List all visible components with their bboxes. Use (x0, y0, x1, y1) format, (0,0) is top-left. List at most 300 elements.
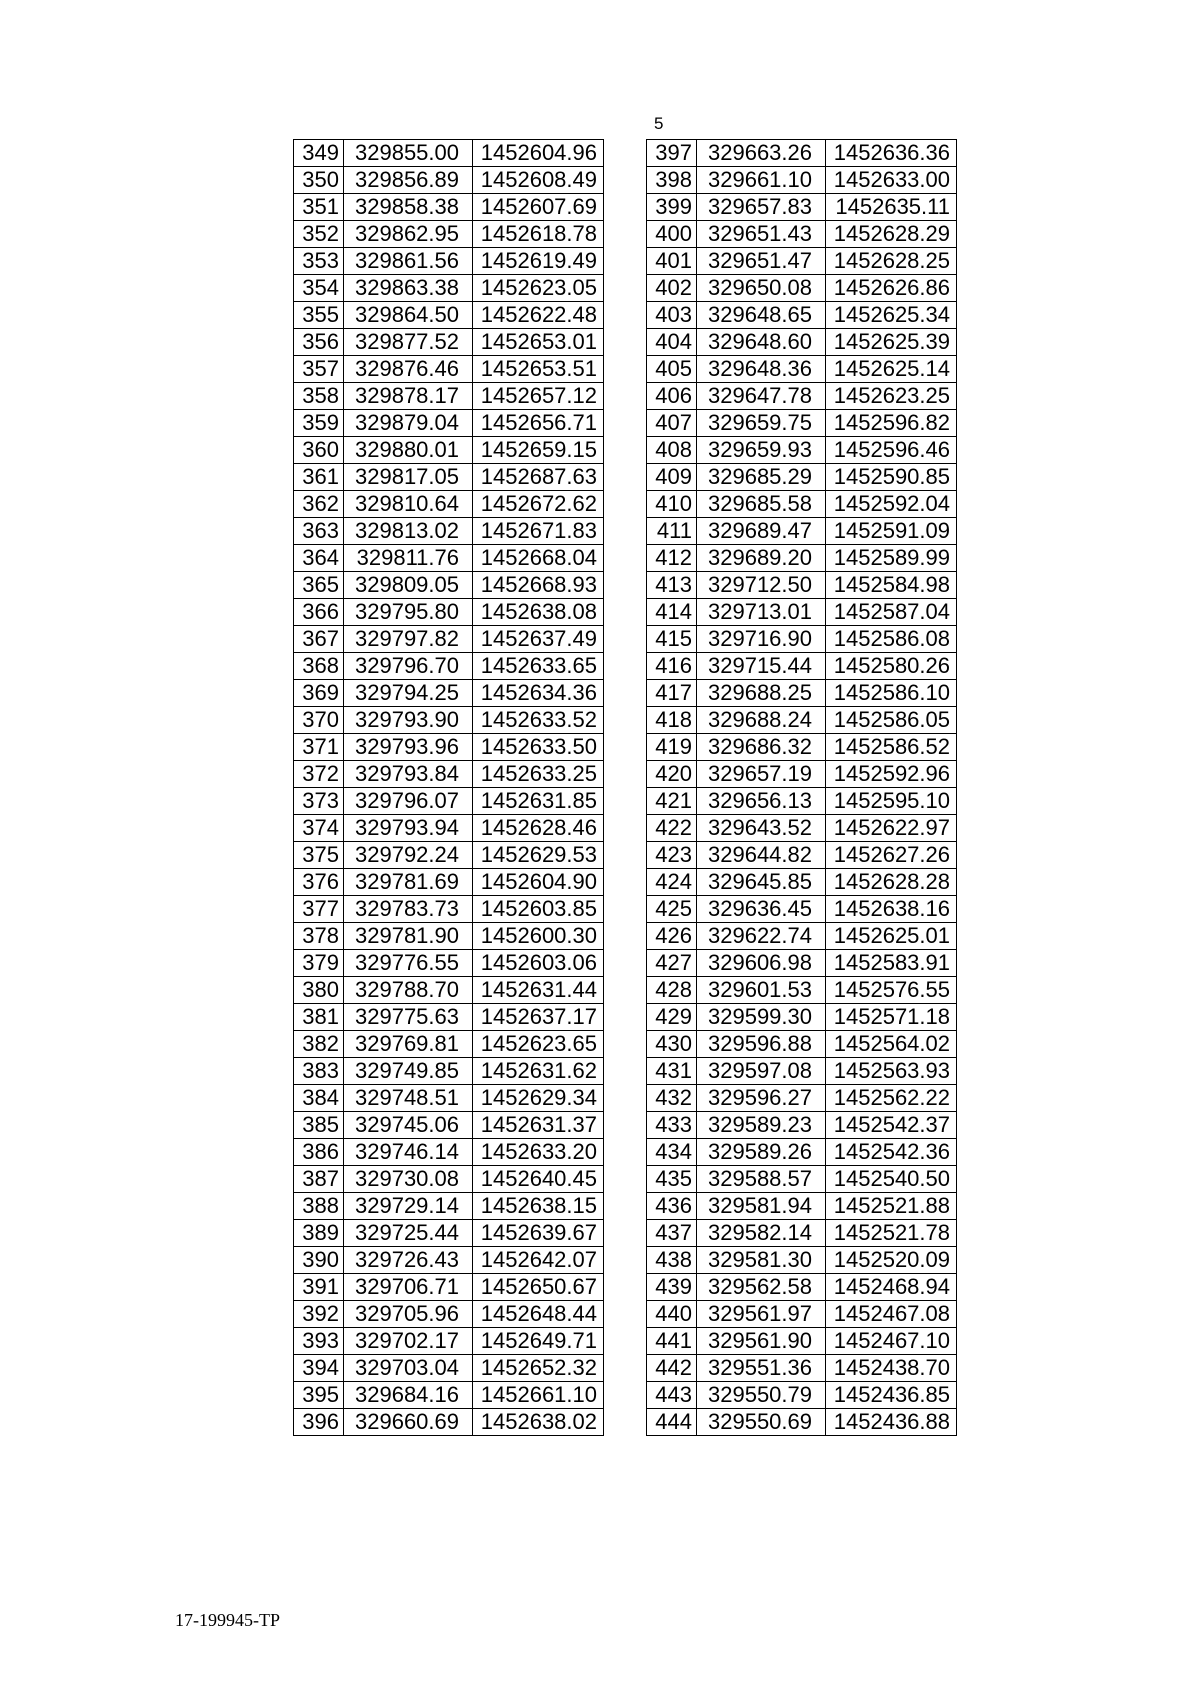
x-coordinate-cell: 329817.05 (344, 464, 473, 491)
x-coordinate-cell: 329636.45 (697, 896, 826, 923)
x-coordinate-cell: 329776.55 (344, 950, 473, 977)
point-id-cell: 380 (294, 977, 344, 1004)
y-coordinate-cell: 1452648.44 (473, 1301, 604, 1328)
table-row (294, 1274, 604, 1301)
table-row (294, 707, 604, 734)
x-coordinate-cell: 329648.60 (697, 329, 826, 356)
table-row (294, 1085, 604, 1112)
x-coordinate-cell: 329715.44 (697, 653, 826, 680)
table-row (647, 950, 957, 977)
point-id-cell: 429 (647, 1004, 697, 1031)
x-coordinate-cell: 329659.75 (697, 410, 826, 437)
table-row (294, 869, 604, 896)
x-coordinate-cell: 329793.94 (344, 815, 473, 842)
table-row (647, 1004, 957, 1031)
x-coordinate-cell: 329749.85 (344, 1058, 473, 1085)
x-coordinate-cell: 329606.98 (697, 950, 826, 977)
x-coordinate-cell: 329863.38 (344, 275, 473, 302)
x-coordinate-cell: 329769.81 (344, 1031, 473, 1058)
x-coordinate-cell: 329659.93 (697, 437, 826, 464)
table-row (294, 491, 604, 518)
table-row (647, 1139, 957, 1166)
x-coordinate-cell: 329561.90 (697, 1328, 826, 1355)
x-coordinate-cell: 329589.26 (697, 1139, 826, 1166)
x-coordinate-cell: 329856.89 (344, 167, 473, 194)
table-row (294, 464, 604, 491)
point-id-cell: 416 (647, 653, 697, 680)
y-coordinate-cell: 1452628.46 (473, 815, 604, 842)
x-coordinate-cell: 329684.16 (344, 1382, 473, 1409)
table-row (647, 491, 957, 518)
x-coordinate-cell: 329876.46 (344, 356, 473, 383)
point-id-cell: 436 (647, 1193, 697, 1220)
y-coordinate-cell: 1452631.37 (473, 1112, 604, 1139)
point-id-cell: 427 (647, 950, 697, 977)
table-row (647, 221, 957, 248)
table-row (647, 275, 957, 302)
table-row (294, 356, 604, 383)
y-coordinate-cell: 1452625.39 (826, 329, 957, 356)
table-row (294, 248, 604, 275)
x-coordinate-cell: 329561.97 (697, 1301, 826, 1328)
table-row (294, 761, 604, 788)
x-coordinate-cell: 329796.07 (344, 788, 473, 815)
x-coordinate-cell: 329582.14 (697, 1220, 826, 1247)
x-coordinate-cell: 329657.19 (697, 761, 826, 788)
point-id-cell: 364 (294, 545, 344, 572)
point-id-cell: 351 (294, 194, 344, 221)
point-id-cell: 360 (294, 437, 344, 464)
x-coordinate-cell: 329796.70 (344, 653, 473, 680)
x-coordinate-cell: 329775.63 (344, 1004, 473, 1031)
point-id-cell: 375 (294, 842, 344, 869)
x-coordinate-cell: 329688.25 (697, 680, 826, 707)
table-row (647, 707, 957, 734)
y-coordinate-cell: 1452589.99 (826, 545, 957, 572)
point-id-cell: 398 (647, 167, 697, 194)
table-row (647, 1112, 957, 1139)
x-coordinate-cell: 329810.64 (344, 491, 473, 518)
table-row (294, 1247, 604, 1274)
point-id-cell: 390 (294, 1247, 344, 1274)
table-row (294, 410, 604, 437)
y-coordinate-cell: 1452542.36 (826, 1139, 957, 1166)
y-coordinate-cell: 1452591.09 (826, 518, 957, 545)
table-row (647, 329, 957, 356)
table-row (647, 1355, 957, 1382)
y-coordinate-cell: 1452629.34 (473, 1085, 604, 1112)
table-row (647, 896, 957, 923)
table-row (647, 1247, 957, 1274)
x-coordinate-cell: 329645.85 (697, 869, 826, 896)
table-row (647, 464, 957, 491)
point-id-cell: 394 (294, 1355, 344, 1382)
point-id-cell: 402 (647, 275, 697, 302)
y-coordinate-cell: 1452580.26 (826, 653, 957, 680)
x-coordinate-cell: 329689.20 (697, 545, 826, 572)
y-coordinate-cell: 1452633.52 (473, 707, 604, 734)
y-coordinate-cell: 1452583.91 (826, 950, 957, 977)
x-coordinate-cell: 329643.52 (697, 815, 826, 842)
x-coordinate-cell: 329864.50 (344, 302, 473, 329)
point-id-cell: 425 (647, 896, 697, 923)
point-id-cell: 350 (294, 167, 344, 194)
coordinates-table-left (293, 139, 604, 1436)
table-row (294, 221, 604, 248)
point-id-cell: 395 (294, 1382, 344, 1409)
table-row (647, 1220, 957, 1247)
y-coordinate-cell: 1452607.69 (473, 194, 604, 221)
x-coordinate-cell: 329862.95 (344, 221, 473, 248)
table-row (647, 437, 957, 464)
y-coordinate-cell: 1452638.15 (473, 1193, 604, 1220)
y-coordinate-cell: 1452600.30 (473, 923, 604, 950)
y-coordinate-cell: 1452631.44 (473, 977, 604, 1004)
table-row (647, 140, 957, 167)
y-coordinate-cell: 1452603.85 (473, 896, 604, 923)
point-id-cell: 358 (294, 383, 344, 410)
x-coordinate-cell: 329878.17 (344, 383, 473, 410)
table-row (294, 1193, 604, 1220)
point-id-cell: 374 (294, 815, 344, 842)
table-row (647, 572, 957, 599)
x-coordinate-cell: 329877.52 (344, 329, 473, 356)
point-id-cell: 423 (647, 842, 697, 869)
point-id-cell: 378 (294, 923, 344, 950)
y-coordinate-cell: 1452653.51 (473, 356, 604, 383)
point-id-cell: 421 (647, 788, 697, 815)
x-coordinate-cell: 329706.71 (344, 1274, 473, 1301)
point-id-cell: 383 (294, 1058, 344, 1085)
table-row (294, 1355, 604, 1382)
y-coordinate-cell: 1452638.02 (473, 1409, 604, 1436)
point-id-cell: 363 (294, 518, 344, 545)
table-row (647, 383, 957, 410)
y-coordinate-cell: 1452636.36 (826, 140, 957, 167)
table-row (294, 1004, 604, 1031)
y-coordinate-cell: 1452586.10 (826, 680, 957, 707)
point-id-cell: 393 (294, 1328, 344, 1355)
table-row (294, 1382, 604, 1409)
x-coordinate-cell: 329793.96 (344, 734, 473, 761)
point-id-cell: 419 (647, 734, 697, 761)
table-row (647, 194, 957, 221)
y-coordinate-cell: 1452626.86 (826, 275, 957, 302)
table-row (647, 1301, 957, 1328)
point-id-cell: 387 (294, 1166, 344, 1193)
point-id-cell: 354 (294, 275, 344, 302)
y-coordinate-cell: 1452652.32 (473, 1355, 604, 1382)
x-coordinate-cell: 329589.23 (697, 1112, 826, 1139)
x-coordinate-cell: 329795.80 (344, 599, 473, 626)
table-row (294, 1220, 604, 1247)
table-body (294, 140, 604, 1436)
y-coordinate-cell: 1452628.28 (826, 869, 957, 896)
x-coordinate-cell: 329716.90 (697, 626, 826, 653)
point-id-cell: 366 (294, 599, 344, 626)
table-row (647, 1409, 957, 1436)
table-row (294, 1166, 604, 1193)
y-coordinate-cell: 1452657.12 (473, 383, 604, 410)
x-coordinate-cell: 329730.08 (344, 1166, 473, 1193)
y-coordinate-cell: 1452436.85 (826, 1382, 957, 1409)
point-id-cell: 442 (647, 1355, 697, 1382)
table-row (294, 734, 604, 761)
point-id-cell: 431 (647, 1058, 697, 1085)
table-row (647, 1085, 957, 1112)
point-id-cell: 406 (647, 383, 697, 410)
y-coordinate-cell: 1452542.37 (826, 1112, 957, 1139)
x-coordinate-cell: 329880.01 (344, 437, 473, 464)
y-coordinate-cell: 1452584.98 (826, 572, 957, 599)
point-id-cell: 430 (647, 1031, 697, 1058)
point-id-cell: 412 (647, 545, 697, 572)
y-coordinate-cell: 1452628.25 (826, 248, 957, 275)
point-id-cell: 408 (647, 437, 697, 464)
point-id-cell: 386 (294, 1139, 344, 1166)
point-id-cell: 359 (294, 410, 344, 437)
x-coordinate-cell: 329689.47 (697, 518, 826, 545)
point-id-cell: 444 (647, 1409, 697, 1436)
table-row (647, 734, 957, 761)
x-coordinate-cell: 329622.74 (697, 923, 826, 950)
table-row (294, 1409, 604, 1436)
table-row (294, 194, 604, 221)
table-row (294, 572, 604, 599)
point-id-cell: 428 (647, 977, 697, 1004)
x-coordinate-cell: 329858.38 (344, 194, 473, 221)
table-row (647, 815, 957, 842)
y-coordinate-cell: 1452633.65 (473, 653, 604, 680)
point-id-cell: 367 (294, 626, 344, 653)
y-coordinate-cell: 1452520.09 (826, 1247, 957, 1274)
y-coordinate-cell: 1452633.50 (473, 734, 604, 761)
point-id-cell: 356 (294, 329, 344, 356)
x-coordinate-cell: 329550.79 (697, 1382, 826, 1409)
table-row (294, 626, 604, 653)
x-coordinate-cell: 329702.17 (344, 1328, 473, 1355)
y-coordinate-cell: 1452604.96 (473, 140, 604, 167)
y-coordinate-cell: 1452468.94 (826, 1274, 957, 1301)
table-body (647, 140, 957, 1436)
point-id-cell: 410 (647, 491, 697, 518)
point-id-cell: 407 (647, 410, 697, 437)
table-row (647, 923, 957, 950)
x-coordinate-cell: 329861.56 (344, 248, 473, 275)
table-row (294, 1112, 604, 1139)
table-row (647, 1166, 957, 1193)
y-coordinate-cell: 1452586.52 (826, 734, 957, 761)
table-row (647, 302, 957, 329)
table-row (647, 1058, 957, 1085)
point-id-cell: 371 (294, 734, 344, 761)
y-coordinate-cell: 1452642.07 (473, 1247, 604, 1274)
x-coordinate-cell: 329745.06 (344, 1112, 473, 1139)
x-coordinate-cell: 329746.14 (344, 1139, 473, 1166)
table-row (647, 248, 957, 275)
x-coordinate-cell: 329712.50 (697, 572, 826, 599)
point-id-cell: 372 (294, 761, 344, 788)
page-number: 5 (654, 114, 664, 133)
y-coordinate-cell: 1452623.65 (473, 1031, 604, 1058)
point-id-cell: 409 (647, 464, 697, 491)
y-coordinate-cell: 1452656.71 (473, 410, 604, 437)
y-coordinate-cell: 1452668.93 (473, 572, 604, 599)
y-coordinate-cell: 1452635.11 (826, 194, 957, 221)
y-coordinate-cell: 1452631.62 (473, 1058, 604, 1085)
point-id-cell: 433 (647, 1112, 697, 1139)
point-id-cell: 365 (294, 572, 344, 599)
table-row (294, 518, 604, 545)
point-id-cell: 391 (294, 1274, 344, 1301)
point-id-cell: 403 (647, 302, 697, 329)
point-id-cell: 388 (294, 1193, 344, 1220)
y-coordinate-cell: 1452604.90 (473, 869, 604, 896)
x-coordinate-cell: 329656.13 (697, 788, 826, 815)
point-id-cell: 385 (294, 1112, 344, 1139)
point-id-cell: 353 (294, 248, 344, 275)
point-id-cell: 397 (647, 140, 697, 167)
y-coordinate-cell: 1452586.08 (826, 626, 957, 653)
y-coordinate-cell: 1452649.71 (473, 1328, 604, 1355)
x-coordinate-cell: 329792.24 (344, 842, 473, 869)
table-row (294, 653, 604, 680)
point-id-cell: 362 (294, 491, 344, 518)
x-coordinate-cell: 329781.90 (344, 923, 473, 950)
point-id-cell: 381 (294, 1004, 344, 1031)
x-coordinate-cell: 329596.27 (697, 1085, 826, 1112)
y-coordinate-cell: 1452618.78 (473, 221, 604, 248)
table-row (647, 626, 957, 653)
table-row (294, 1058, 604, 1085)
y-coordinate-cell: 1452576.55 (826, 977, 957, 1004)
x-coordinate-cell: 329685.29 (697, 464, 826, 491)
table-row (647, 1193, 957, 1220)
point-id-cell: 440 (647, 1301, 697, 1328)
x-coordinate-cell: 329644.82 (697, 842, 826, 869)
x-coordinate-cell: 329713.01 (697, 599, 826, 626)
point-id-cell: 377 (294, 896, 344, 923)
table-row (294, 896, 604, 923)
x-coordinate-cell: 329809.05 (344, 572, 473, 599)
y-coordinate-cell: 1452595.10 (826, 788, 957, 815)
x-coordinate-cell: 329647.78 (697, 383, 826, 410)
table-row (647, 869, 957, 896)
table-row (294, 140, 604, 167)
point-id-cell: 404 (647, 329, 697, 356)
x-coordinate-cell: 329855.00 (344, 140, 473, 167)
table-row (647, 356, 957, 383)
x-coordinate-cell: 329562.58 (697, 1274, 826, 1301)
table-row (294, 383, 604, 410)
x-coordinate-cell: 329705.96 (344, 1301, 473, 1328)
y-coordinate-cell: 1452562.22 (826, 1085, 957, 1112)
y-coordinate-cell: 1452622.97 (826, 815, 957, 842)
point-id-cell: 349 (294, 140, 344, 167)
point-id-cell: 399 (647, 194, 697, 221)
y-coordinate-cell: 1452659.15 (473, 437, 604, 464)
x-coordinate-cell: 329651.47 (697, 248, 826, 275)
y-coordinate-cell: 1452668.04 (473, 545, 604, 572)
point-id-cell: 414 (647, 599, 697, 626)
table-row (294, 788, 604, 815)
x-coordinate-cell: 329551.36 (697, 1355, 826, 1382)
y-coordinate-cell: 1452592.04 (826, 491, 957, 518)
y-coordinate-cell: 1452625.14 (826, 356, 957, 383)
x-coordinate-cell: 329729.14 (344, 1193, 473, 1220)
point-id-cell: 441 (647, 1328, 697, 1355)
point-id-cell: 422 (647, 815, 697, 842)
point-id-cell: 439 (647, 1274, 697, 1301)
table-row (294, 680, 604, 707)
table-row (294, 302, 604, 329)
x-coordinate-cell: 329651.43 (697, 221, 826, 248)
table-row (647, 410, 957, 437)
y-coordinate-cell: 1452653.01 (473, 329, 604, 356)
table-row (294, 167, 604, 194)
y-coordinate-cell: 1452619.49 (473, 248, 604, 275)
x-coordinate-cell: 329726.43 (344, 1247, 473, 1274)
x-coordinate-cell: 329725.44 (344, 1220, 473, 1247)
point-id-cell: 415 (647, 626, 697, 653)
y-coordinate-cell: 1452564.02 (826, 1031, 957, 1058)
point-id-cell: 401 (647, 248, 697, 275)
y-coordinate-cell: 1452467.10 (826, 1328, 957, 1355)
x-coordinate-cell: 329581.30 (697, 1247, 826, 1274)
x-coordinate-cell: 329797.82 (344, 626, 473, 653)
point-id-cell: 426 (647, 923, 697, 950)
table-row (294, 815, 604, 842)
x-coordinate-cell: 329599.30 (697, 1004, 826, 1031)
table-row (294, 842, 604, 869)
table-row (294, 1139, 604, 1166)
y-coordinate-cell: 1452633.25 (473, 761, 604, 788)
document-code: 17-199945-TP (175, 1610, 280, 1630)
point-id-cell: 405 (647, 356, 697, 383)
x-coordinate-cell: 329661.10 (697, 167, 826, 194)
x-coordinate-cell: 329660.69 (344, 1409, 473, 1436)
point-id-cell: 400 (647, 221, 697, 248)
y-coordinate-cell: 1452590.85 (826, 464, 957, 491)
x-coordinate-cell: 329648.65 (697, 302, 826, 329)
table-row (647, 1382, 957, 1409)
table-row (294, 599, 604, 626)
y-coordinate-cell: 1452637.49 (473, 626, 604, 653)
y-coordinate-cell: 1452627.26 (826, 842, 957, 869)
y-coordinate-cell: 1452623.25 (826, 383, 957, 410)
y-coordinate-cell: 1452625.34 (826, 302, 957, 329)
table-row (647, 761, 957, 788)
point-id-cell: 379 (294, 950, 344, 977)
y-coordinate-cell: 1452639.67 (473, 1220, 604, 1247)
table-row (647, 599, 957, 626)
y-coordinate-cell: 1452638.08 (473, 599, 604, 626)
point-id-cell: 432 (647, 1085, 697, 1112)
point-id-cell: 357 (294, 356, 344, 383)
y-coordinate-cell: 1452637.17 (473, 1004, 604, 1031)
table-row (647, 680, 957, 707)
y-coordinate-cell: 1452563.93 (826, 1058, 957, 1085)
point-id-cell: 376 (294, 869, 344, 896)
point-id-cell: 370 (294, 707, 344, 734)
table-row (647, 1031, 957, 1058)
point-id-cell: 411 (647, 518, 697, 545)
table-row (294, 1031, 604, 1058)
y-coordinate-cell: 1452661.10 (473, 1382, 604, 1409)
table-row (647, 842, 957, 869)
y-coordinate-cell: 1452438.70 (826, 1355, 957, 1382)
x-coordinate-cell: 329657.83 (697, 194, 826, 221)
